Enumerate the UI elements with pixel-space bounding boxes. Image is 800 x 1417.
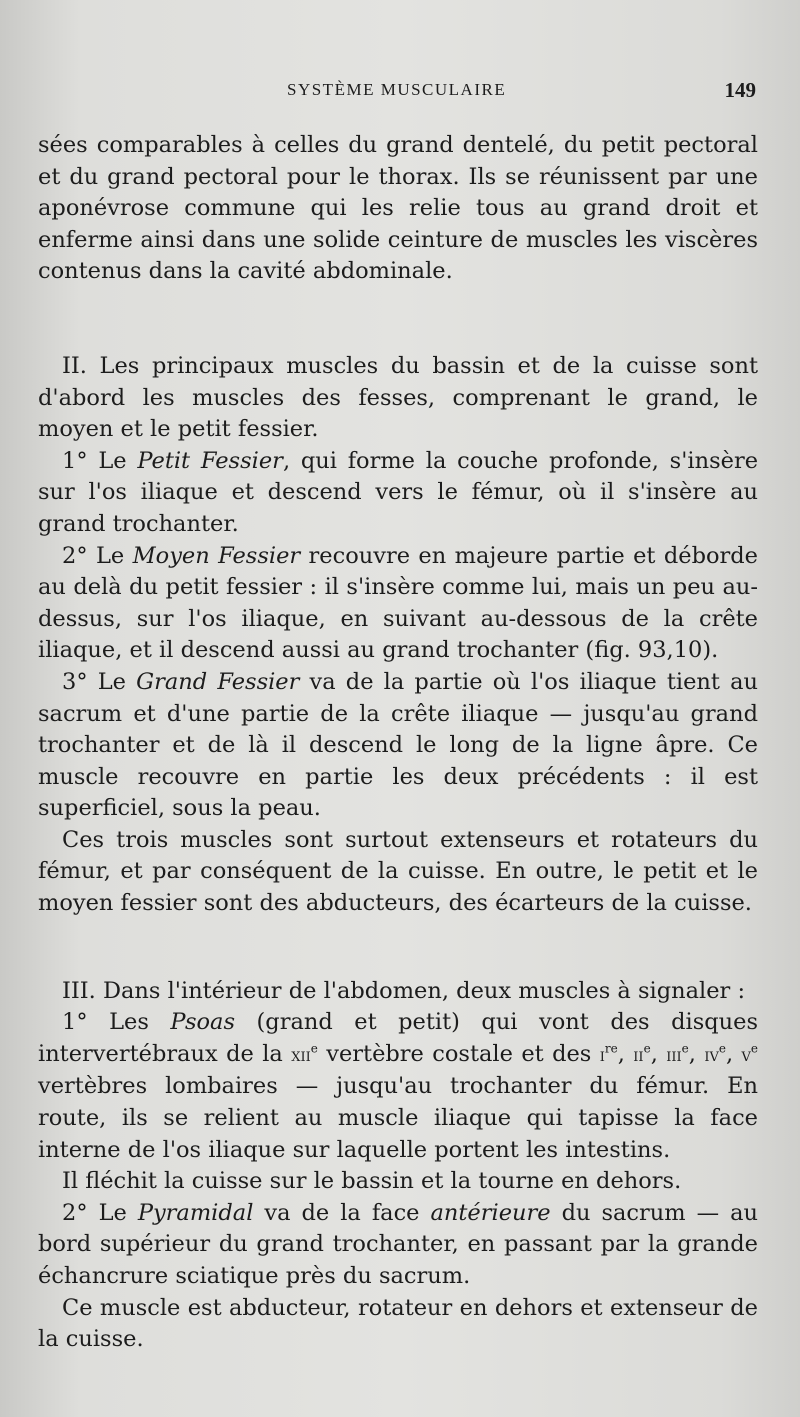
- muscle-name: Psoas: [170, 1009, 235, 1036]
- page-header: [0, 80, 800, 110]
- section-3-item-1: 1° Les Psoas (grand et petit) qui vont des disques intervertébraux de la xii$^e$ vertèbre costale et des $i^{re}$, $ii^e$, iii$^e$, $iv^e$, $v^e$ vertèbres lombaires — jusqu'au trochanter du fémur. En route, ils se relient au muscle iliaque qui tapisse la face interne de l'os iliaque sur laquelle portent les intestins.: [38, 1009, 759, 1163]
- section-3-item-2: 2° Le Pyramidal va de la face antérieure du sacrum — au bord supérieur du grand trochanter, en passant par la grande échancrure sciatique près du sacrum.: [38, 1199, 758, 1289]
- section-2-item-1: 1° Le Petit Fessier, qui forme la couche profonde, s'insère sur l'os iliaque et descend vers le fémur, où il s'insère au grand trochanter.: [38, 447, 759, 537]
- emphasis: antérieure: [430, 1199, 551, 1226]
- section-3-intro: III. Dans l'intérieur de l'abdomen, deux muscles à signaler :: [62, 977, 746, 1004]
- section-2-item-3: 3° Le Grand Fessier va de la partie où l'os iliaque tient au sacrum et d'une partie de la crête iliaque — jusqu'au grand trochanter et de là il descend le long de la ligne âpre. Ce muscle recouvre en partie les deux précédents : il est superficiel, sous la peau.: [38, 668, 759, 822]
- section-2-summary: Ces trois muscles sont surtout extenseurs et rotateurs du fémur, et par conséquent de la cuisse. En outre, le petit et le moyen fessier sont des abducteurs, des écarteurs de la cuisse.: [38, 826, 758, 917]
- running-head: SYSTÈME MUSCULAIRE: [287, 80, 507, 99]
- muscle-name: Petit Fessier: [137, 447, 283, 474]
- muscle-name: Grand Fessier: [136, 668, 300, 695]
- section-2-intro: II. Les principaux muscles du bassin et de la cuisse sont d'abord les muscles des fesses, comprenant le grand, le moyen et le petit fessier.: [38, 352, 758, 443]
- intro-paragraph: sées comparables à celles du grand dentelé, du petit pectoral et du grand pectoral pour le thorax. Ils se réunissent par une aponévrose commune qui les relie tous au grand droit et enferme ainsi dans une solide ceinture de muscles les viscères contenus dans la cavité abdominale.: [38, 132, 758, 285]
- body-text: [38, 130, 758, 1356]
- muscle-name: Pyramidal: [137, 1199, 254, 1226]
- section-2-item-2: 2° Le Moyen Fessier recouvre en majeure partie et déborde au delà du petit fessier : il s'insère comme lui, mais un peu au-dessus, sur l'os iliaque, en suivant au-dessous de la crête iliaque, et il descend aussi au grand trochanter (fig. 93,10).: [38, 542, 758, 664]
- section-3-item-1-action: Il fléchit la cuisse sur le bassin et la tourne en dehors.: [62, 1168, 682, 1195]
- section-3-item-2-action: Ce muscle est abducteur, rotateur en dehors et extenseur de la cuisse.: [38, 1294, 758, 1353]
- page-number: 149: [724, 78, 756, 102]
- muscle-name: Moyen Fessier: [132, 542, 301, 569]
